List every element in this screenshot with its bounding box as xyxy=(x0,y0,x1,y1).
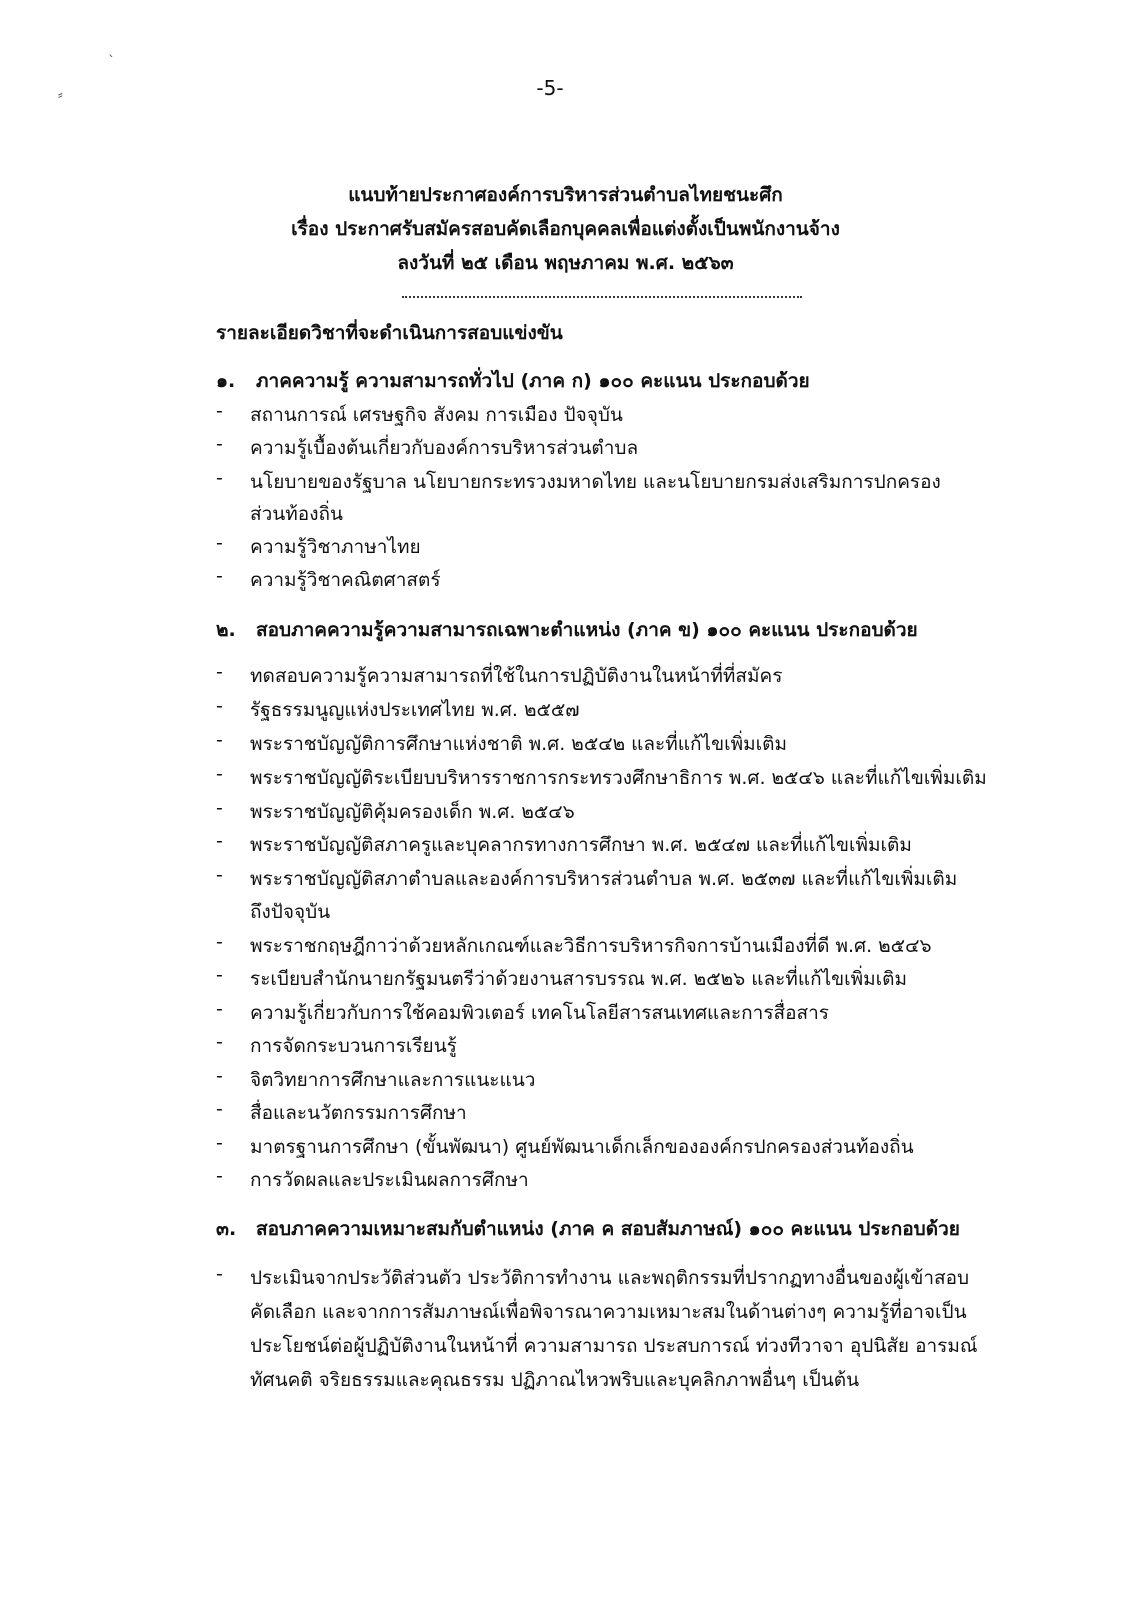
list-bullet: - xyxy=(216,1098,223,1120)
subject-title: รายละเอียดวิชาที่จะดำเนินการสอบแข่งขัน xyxy=(216,322,563,344)
section-title: สอบภาคความรู้ความสามารถเฉพาะตำแหน่ง (ภาค ข) ๑๐๐ คะแนน ประกอบด้วย xyxy=(256,619,918,641)
list-bullet: - xyxy=(216,964,223,986)
list-bullet: - xyxy=(216,1031,223,1053)
list-item: การจัดกระบวนการเรียนรู้ xyxy=(250,1035,457,1057)
list-item: ความรู้เบื้องต้นเกี่ยวกับองค์การบริหารส่วนตำบล xyxy=(250,437,639,459)
list-item: พระราชบัญญัติคุ้มครองเด็ก พ.ศ. ๒๕๔๖ xyxy=(250,801,575,823)
list-bullet: - xyxy=(216,565,223,587)
list-bullet: - xyxy=(216,1165,223,1187)
list-bullet: - xyxy=(216,729,223,751)
list-bullet: - xyxy=(216,400,223,422)
section-title: สอบภาคความเหมาะสมกับตำแหน่ง (ภาค ค สอบสัมภาษณ์) ๑๐๐ คะแนน ประกอบด้วย xyxy=(256,1218,960,1240)
list-item: พระราชบัญญัติการศึกษาแห่งชาติ พ.ศ. ๒๕๔๒ และที่แก้ไขเพิ่มเติม xyxy=(250,733,787,755)
list-item: พระราชบัญญัติระเบียบบริหารราชการกระทรวงศึกษาธิการ พ.ศ. ๒๕๔๖ และที่แก้ไขเพิ่มเติม xyxy=(250,767,987,789)
list-item: รัฐธรรมนูญแห่งประเทศไทย พ.ศ. ๒๕๕๗ xyxy=(250,699,580,721)
list-item: พระราชกฤษฎีกาว่าด้วยหลักเกณฑ์และวิธีการบริหารกิจการบ้านเมืองที่ดี พ.ศ. ๒๕๔๖ xyxy=(250,935,932,957)
list-item-continuation: ทัศนคติ จริยธรรมและคุณธรรม ปฏิภาณไหวพริบและบุคลิกภาพอื่นๆ เป็นต้น xyxy=(250,1369,860,1391)
list-item: พระราชบัญญัติสภาครูและบุคลากรทางการศึกษา พ.ศ. ๒๕๔๗ และที่แก้ไขเพิ่มเติม xyxy=(250,834,912,856)
section-number: ๓. xyxy=(216,1218,237,1240)
list-item-continuation: ถึงปัจจุบัน xyxy=(250,901,331,923)
list-item: มาตรฐานการศึกษา (ขั้นพัฒนา) ศูนย์พัฒนาเด็กเล็กขององค์กรปกครองส่วนท้องถิ่น xyxy=(250,1136,914,1158)
list-bullet: - xyxy=(216,864,223,886)
header-line-2: เรื่อง ประกาศรับสมัครสอบคัดเลือกบุคคลเพื่อแต่งตั้งเป็นพนักงานจ้าง xyxy=(291,218,840,240)
list-item: ความรู้เกี่ยวกับการใช้คอมพิวเตอร์ เทคโนโลยีสารสนเทศและการสื่อสาร xyxy=(250,1002,830,1024)
list-item: ความรู้วิชาภาษาไทย xyxy=(250,536,421,558)
list-item-continuation: คัดเลือก และจากการสัมภาษณ์เพื่อพิจารณาความเหมาะสมในด้านต่างๆ ความรู้ที่อาจเป็น xyxy=(250,1301,967,1323)
section-number: ๒. xyxy=(216,619,236,641)
header-line-3: ลงวันที่ ๒๕ เดือน พฤษภาคม พ.ศ. ๒๕๖๓ xyxy=(397,252,734,274)
header-line-1: แนบท้ายประกาศองค์การบริหารส่วนตำบลไทยชนะศึก xyxy=(348,184,783,206)
list-item: พระราชบัญญัติสภาตำบลและองค์การบริหารส่วนตำบล พ.ศ. ๒๕๓๗ และที่แก้ไขเพิ่มเติม xyxy=(250,868,958,890)
scan-mark: ⸗ xyxy=(58,87,63,103)
list-bullet: - xyxy=(216,695,223,717)
dotted-divider xyxy=(402,296,802,298)
list-item: ระเบียบสำนักนายกรัฐมนตรีว่าด้วยงานสารบรรณ พ.ศ. ๒๕๒๖ และที่แก้ไขเพิ่มเติม xyxy=(250,968,908,990)
list-item: สถานการณ์ เศรษฐกิจ สังคม การเมือง ปัจจุบัน xyxy=(250,404,623,426)
list-item: ความรู้วิชาคณิตศาสตร์ xyxy=(250,569,441,591)
list-item: ทดสอบความรู้ความสามารถที่ใช้ในการปฏิบัติงานในหน้าที่ที่สมัคร xyxy=(250,665,783,687)
list-bullet: - xyxy=(216,467,223,489)
page-number: -5- xyxy=(536,76,564,100)
list-bullet: - xyxy=(216,433,223,455)
scan-mark: ` xyxy=(108,54,115,70)
list-bullet: - xyxy=(216,931,223,953)
list-bullet: - xyxy=(216,1132,223,1154)
list-bullet: - xyxy=(216,1065,223,1087)
section-number: ๑. xyxy=(216,370,236,392)
list-bullet: - xyxy=(216,830,223,852)
list-item-continuation: ประโยชน์ต่อผู้ปฏิบัติงานในหน้าที่ ความสามารถ ประสบการณ์ ท่วงทีวาจา อุปนิสัย อารมณ์ xyxy=(250,1335,978,1357)
list-bullet: - xyxy=(216,763,223,785)
list-bullet: - xyxy=(216,998,223,1020)
list-bullet: - xyxy=(216,797,223,819)
list-item: สื่อและนวัตกรรมการศึกษา xyxy=(250,1102,467,1124)
list-item: ประเมินจากประวัติส่วนตัว ประวัติการทำงาน และพฤติกรรมที่ปรากฏทางอื่นของผู้เข้าสอบ xyxy=(250,1267,970,1289)
list-item: นโยบายของรัฐบาล นโยบายกระทรวงมหาดไทย และนโยบายกรมส่งเสริมการปกครอง xyxy=(250,471,941,493)
section-title: ภาคความรู้ ความสามารถทั่วไป (ภาค ก) ๑๐๐ คะแนน ประกอบด้วย xyxy=(256,370,810,392)
list-item: จิตวิทยาการศึกษาและการแนะแนว xyxy=(250,1069,536,1091)
list-bullet: - xyxy=(216,661,223,683)
list-bullet: - xyxy=(216,1263,223,1285)
list-item-continuation: ส่วนท้องถิ่น xyxy=(250,503,343,525)
list-bullet: - xyxy=(216,532,223,554)
list-item: การวัดผลและประเมินผลการศึกษา xyxy=(250,1169,529,1191)
